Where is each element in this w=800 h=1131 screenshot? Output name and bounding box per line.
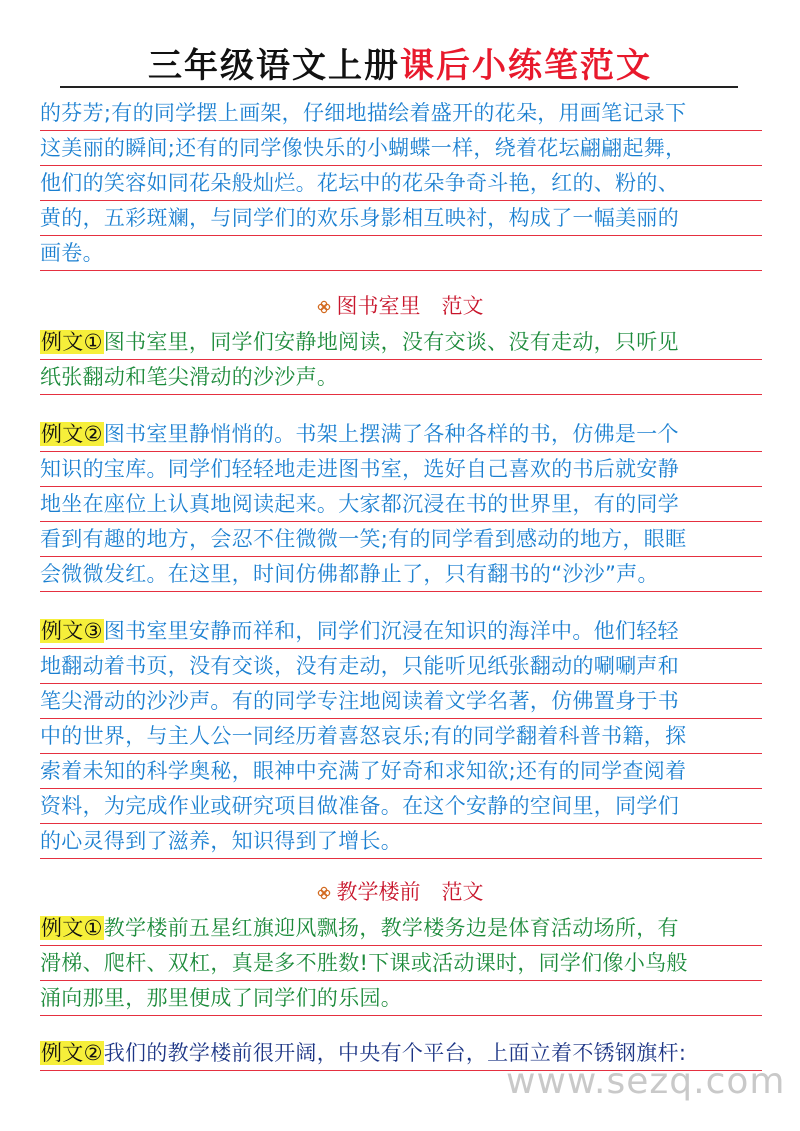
- text-line: 地翻动着书页，没有交谈，没有走动，只能听见纸张翻动的唰唰声和: [40, 649, 762, 684]
- text-line: 画卷。: [40, 236, 762, 271]
- text-line: 图书室里，同学们安静地阅读，没有交谈、没有走动，只听见: [103, 330, 679, 354]
- section-heading-library: [0, 291, 800, 321]
- section-heading-text: 教学楼前 范文: [336, 880, 484, 904]
- text-line: 纸张翻动和笔尖滑动的沙沙声。: [40, 360, 762, 395]
- example-library-3: [40, 614, 762, 859]
- section-heading-text: 图书室里 范文: [336, 294, 484, 318]
- text-line: 的心灵得到了滋养，知识得到了增长。: [40, 824, 762, 859]
- watermark: www.sezq.com: [506, 1061, 786, 1102]
- page-title: [0, 44, 800, 88]
- text-line: 笔尖滑动的沙沙声。有的同学专注地阅读着文学名著，仿佛置身于书: [40, 684, 762, 719]
- text-line: 涌向那里，那里便成了同学们的乐园。: [40, 981, 762, 1016]
- example-library-1: [40, 325, 762, 395]
- example-building-1: [40, 911, 762, 1016]
- flower-icon: [317, 886, 331, 900]
- text-line: 的芬芳;有的同学摆上画架，仔细地描绘着盛开的花朵，用画笔记录下: [40, 96, 762, 131]
- text-line: 图书室里安静而祥和，同学们沉浸在知识的海洋中。他们轻轻: [103, 619, 679, 643]
- text-line: 索着未知的科学奥秘，眼神中充满了好奇和求知欲;还有的同学查阅着: [40, 754, 762, 789]
- text-line: 这美丽的瞬间;还有的同学像快乐的小蝴蝶一样，绕着花坛翩翩起舞，: [40, 131, 762, 166]
- text-line: 我们的教学楼前很开阔，中央有个平台，上面立着不锈钢旗杆:: [103, 1041, 687, 1065]
- example-tag: 例文①: [41, 330, 103, 354]
- text-line: 滑梯、爬杆、双杠，真是多不胜数!下课或活动课时，同学们像小鸟般: [40, 946, 762, 981]
- text-line: 他们的笑容如同花朵般灿烂。花坛中的花朵争奇斗艳，红的、粉的、: [40, 166, 762, 201]
- text-line: 黄的，五彩斑斓，与同学们的欢乐身影相互映衬，构成了一幅美丽的: [40, 201, 762, 236]
- example-tag: 例文②: [41, 422, 103, 446]
- text-line: 中的世界，与主人公一同经历着喜怒哀乐;有的同学翻着科普书籍，探: [40, 719, 762, 754]
- example-library-2: [40, 417, 762, 592]
- intro-paragraph: [40, 96, 762, 271]
- section-heading-building: [0, 877, 800, 907]
- title-black: 三年级语文上册: [148, 46, 400, 86]
- text-line: 知识的宝库。同学们轻轻地走进图书室，选好自己喜欢的书后就安静: [40, 452, 762, 487]
- text-line: 资料，为完成作业或研究项目做准备。在这个安静的空间里，同学们: [40, 789, 762, 824]
- example-tag: 例文③: [41, 619, 103, 643]
- example-tag: 例文①: [41, 916, 103, 940]
- text-line: 教学楼前五星红旗迎风飘扬，教学楼务边是体育活动场所，有: [103, 916, 679, 940]
- text-line: 图书室里静悄悄的。书架上摆满了各种各样的书，仿佛是一个: [103, 422, 679, 446]
- flower-icon: [317, 300, 331, 314]
- title-underline: [60, 86, 738, 88]
- text-line: 看到有趣的地方，会忍不住微微一笑;有的同学看到感动的地方，眼眶: [40, 522, 762, 557]
- title-red: 课后小练笔范文: [400, 46, 652, 86]
- example-tag: 例文②: [41, 1041, 103, 1065]
- text-line: 会微微发红。在这里，时间仿佛都静止了，只有翻书的“沙沙”声。: [40, 557, 762, 592]
- text-line: 地坐在座位上认真地阅读起来。大家都沉浸在书的世界里，有的同学: [40, 487, 762, 522]
